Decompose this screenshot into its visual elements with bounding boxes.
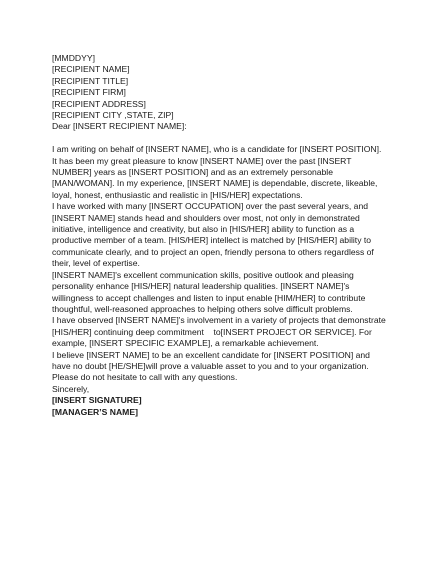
- body-line: I believe [INSERT NAME] to be an excellent candidate for [INSERT POSITION] and: [52, 349, 370, 360]
- letter-closing: [52, 384, 388, 418]
- body-line: productive member of a team. [HIS/HER] intellect is matched by [HIS/HER] ability to: [52, 235, 372, 246]
- body-line: thoughtful, well-reasoned approaches to helping others solve difficult problems.: [52, 303, 353, 314]
- body-line: I have worked with many [INSERT OCCUPATION] over the past several years, and: [52, 201, 369, 212]
- body-line: [HIS/HER] continuing deep commitment to[INSERT PROJECT OR SERVICE]. For: [52, 326, 372, 337]
- recipient-address-line: [RECIPIENT ADDRESS]: [52, 98, 146, 109]
- manager-name-placeholder: [MANAGER’S NAME]: [52, 406, 138, 417]
- recipient-firm-line: [RECIPIENT FIRM]: [52, 87, 126, 98]
- recommendation-letter: [52, 53, 388, 418]
- letter-body: [52, 144, 388, 384]
- body-line: example, [INSERT SPECIFIC EXAMPLE], a remarkable achievement.: [52, 338, 319, 349]
- letter-header: [52, 53, 388, 133]
- body-line: Please do not hesitate to call with any questions.: [52, 372, 238, 383]
- body-line: [MAN/WOMAN]. In my experience, [INSERT NAME] is dependable, discrete, likeable,: [52, 178, 378, 189]
- sign-off-line: Sincerely,: [52, 383, 90, 394]
- salutation-line: Dear [INSERT RECIPIENT NAME]:: [52, 121, 187, 132]
- body-line: initiative, intelligence and creativity, but also in [HIS/HER] ability to function as a: [52, 224, 355, 235]
- body-line: NUMBER] years as [INSERT POSITION] and as an extremely personable: [52, 167, 333, 178]
- body-line: communicate clearly, and to project an open, friendly persona to others regardless of: [52, 246, 374, 257]
- signature-placeholder: [INSERT SIGNATURE]: [52, 395, 142, 406]
- body-line: It has been my great pleasure to know [INSERT NAME] over the past [INSERT: [52, 155, 352, 166]
- body-line: willingness to accept challenges and listen to input enable [HIM/HER] to contribute: [52, 292, 366, 303]
- body-line: have no doubt [HE/SHE]will prove a valuable asset to you and to your organization.: [52, 360, 369, 371]
- body-line: I am writing on behalf of [INSERT NAME], who is a candidate for [INSERT POSITION].: [52, 144, 382, 155]
- body-line: [INSERT NAME] stands head and shoulders over most, not only in demonstrated: [52, 212, 360, 223]
- recipient-city-line: [RECIPIENT CITY ,STATE, ZIP]: [52, 110, 174, 121]
- date-line: [MMDDYY]: [52, 53, 95, 63]
- body-line: [INSERT NAME]'s excellent communication skills, positive outlook and pleasing: [52, 269, 354, 280]
- body-line: personality enhance [HIS/HER] natural leadership qualities. [INSERT NAME]'s: [52, 281, 350, 292]
- body-line: their, level of expertise.: [52, 258, 140, 269]
- recipient-title-line: [RECIPIENT TITLE]: [52, 75, 129, 86]
- recipient-name-line: [RECIPIENT NAME]: [52, 64, 130, 75]
- body-line: I have observed [INSERT NAME]'s involvement in a variety of projects that demonstrate: [52, 315, 386, 326]
- paragraph-spacer: [52, 133, 388, 144]
- body-line: loyal, honest, enthusiastic and realistic in [HIS/HER] expectations.: [52, 189, 303, 200]
